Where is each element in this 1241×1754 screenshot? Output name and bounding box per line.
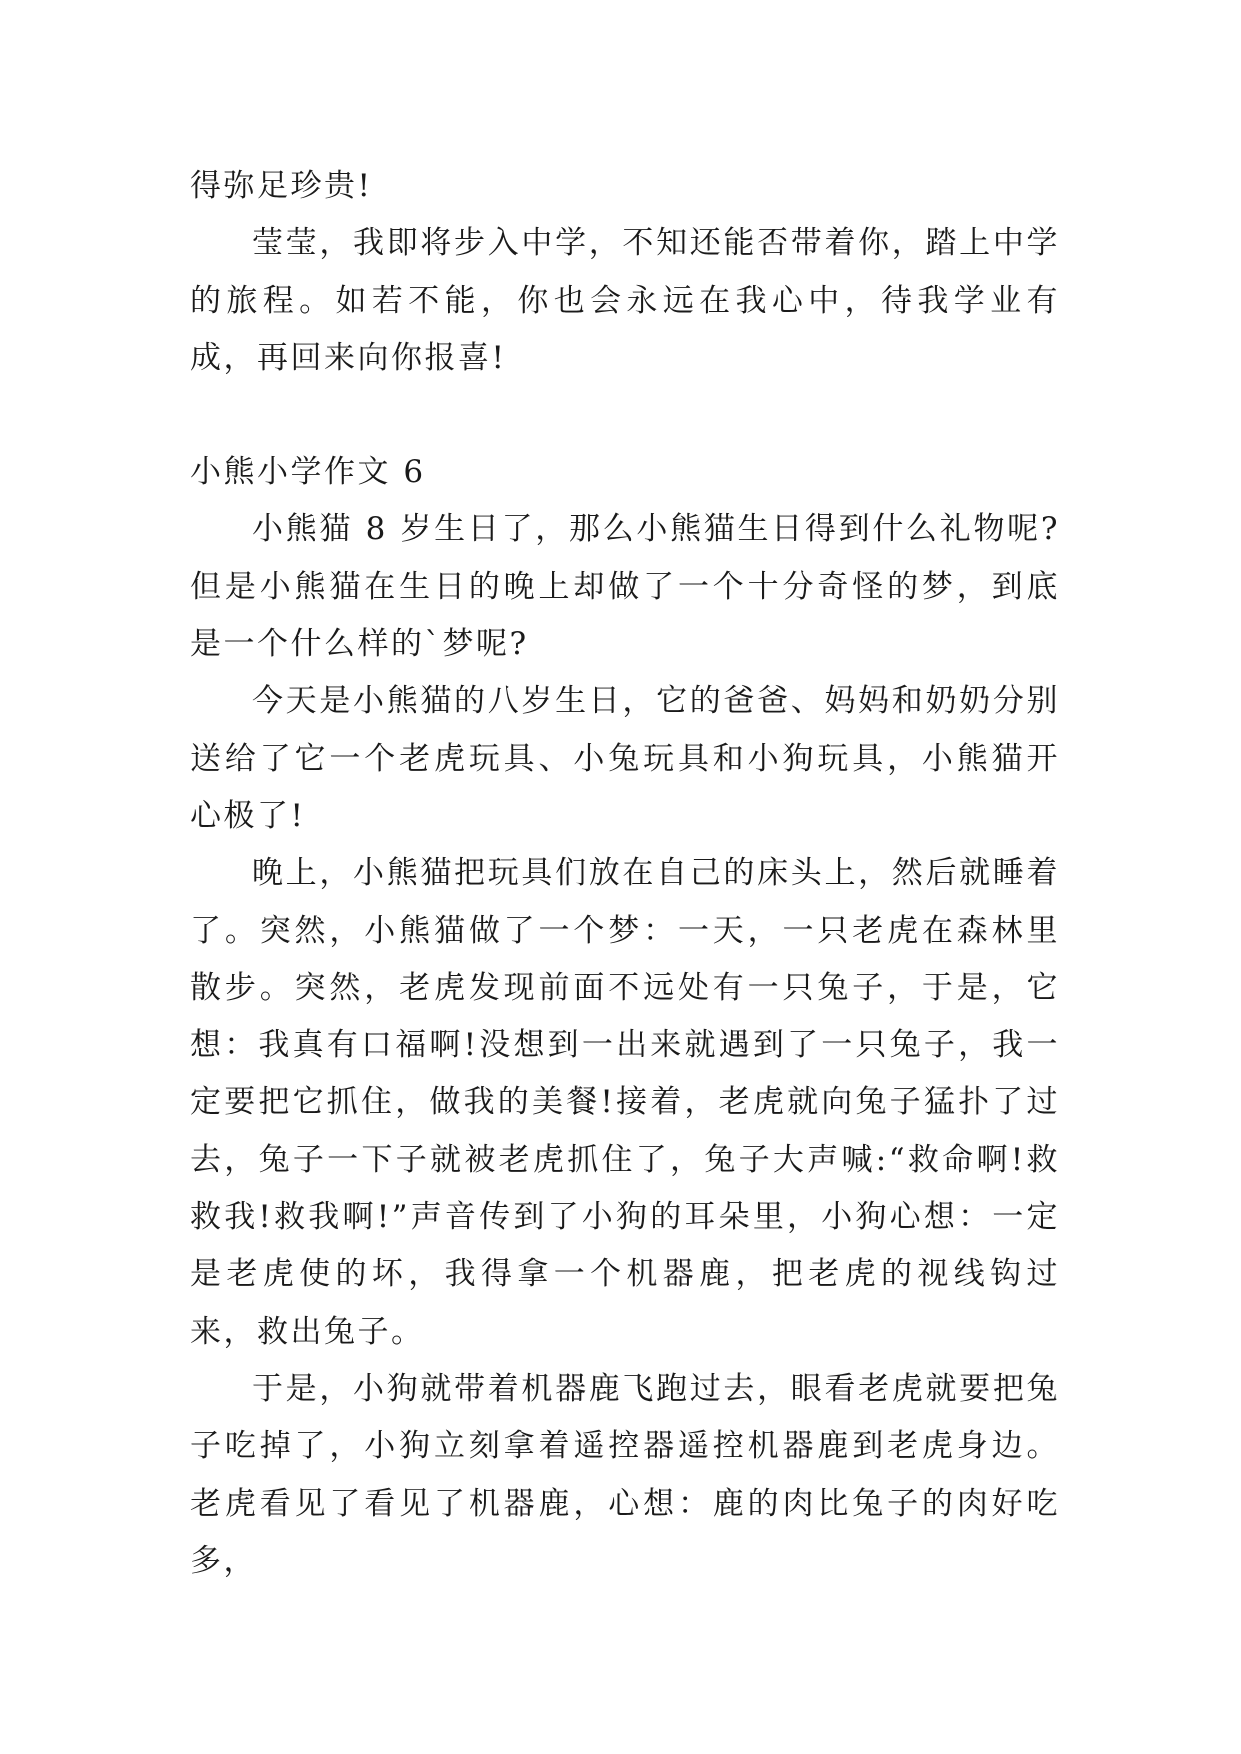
document-body: [190, 158, 1060, 1590]
paragraph-continuation: 得弥足珍贵!: [190, 168, 373, 204]
paragraph: 小熊猫 8 岁生日了，那么小熊猫生日得到什么礼物呢?但是小熊猫在生日的晚上却做了一个十分奇怪的梦，到底是一个什么样的`梦呢?: [190, 511, 1060, 663]
paragraph: 晚上，小熊猫把玩具们放在自己的床头上，然后就睡着了。突然，小熊猫做了一个梦：一天，一只老虎在森林里散步。突然，老虎发现前面不远处有一只兔子，于是，它想：我真有口福啊!没想到一出来就遇到了一只兔子，我一定要把它抓住，做我的美餐!接着，老虎就向兔子猛扑了过去，兔子一下子就被老虎抓住了，兔子大声喊:“救命啊!救救我!救我啊!”声音传到了小狗的耳朵里，小狗心想：一定是老虎使的坏，我得拿一个机器鹿，把老虎的视线钩过来，救出兔子。: [190, 855, 1060, 1350]
section-title: 小熊小学作文 6: [190, 454, 426, 491]
paragraph: 于是，小狗就带着机器鹿飞跑过去，眼看老虎就要把兔子吃掉了，小狗立刻拿着遥控器遥控机器鹿到老虎身边。老虎看见了看见了机器鹿，心想：鹿的肉比兔子的肉好吃多，: [190, 1370, 1060, 1579]
paragraph: 今天是小熊猫的八岁生日，它的爸爸、妈妈和奶奶分别送给了它一个老虎玩具、小兔玩具和小狗玩具，小熊猫开心极了!: [190, 683, 1060, 834]
paragraph: 莹莹，我即将步入中学，不知还能否带着你，踏上中学的旅程。如若不能，你也会永远在我心中，待我学业有成，再回来向你报喜!: [190, 225, 1060, 376]
